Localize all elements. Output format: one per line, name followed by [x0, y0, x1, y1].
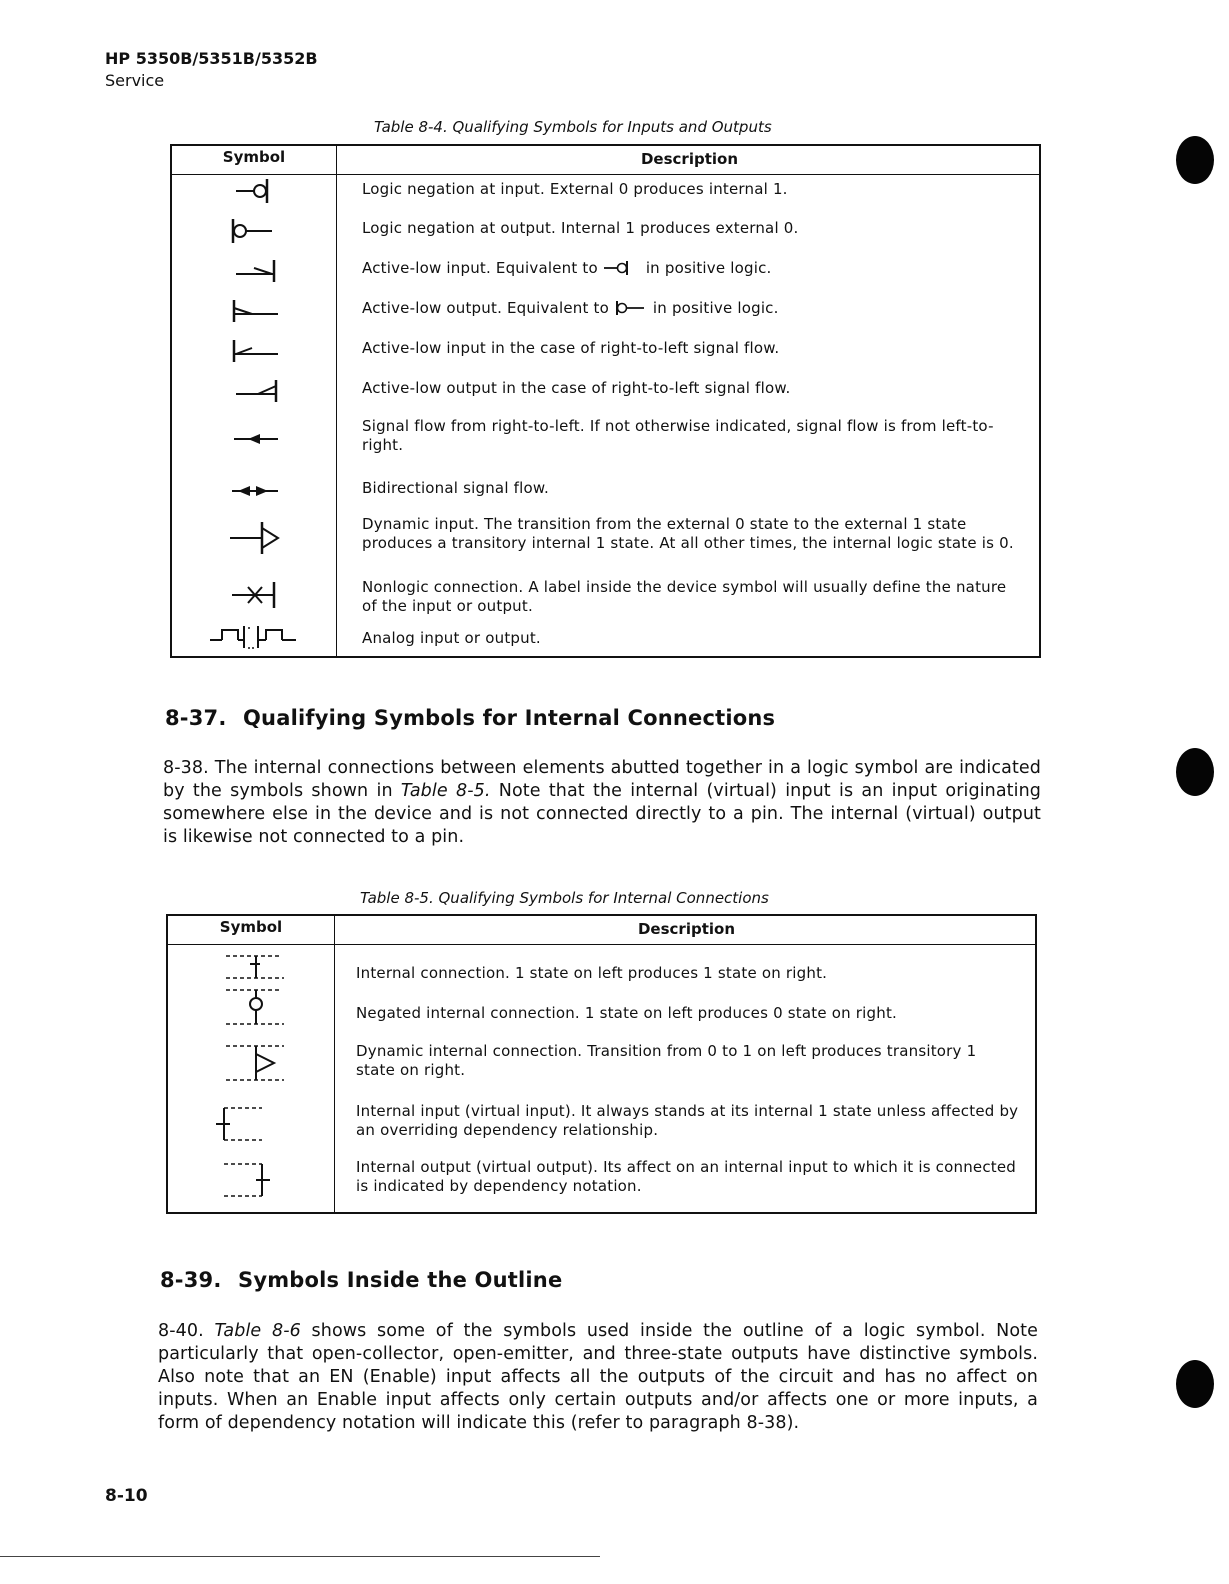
section-title: Symbols Inside the Outline: [238, 1268, 563, 1292]
table-row: [168, 1036, 1035, 1098]
section-number: 8-37.: [165, 706, 227, 730]
table-row: [172, 294, 1039, 334]
paragraph-number: 8-38.: [163, 758, 209, 778]
section-heading: [165, 706, 775, 730]
row-description: Analog input or output.: [362, 629, 541, 647]
row-description: Internal input (virtual input). It always stands at its internal 1 state unless affected by an overriding dependency relationship.: [356, 1102, 1019, 1139]
analog-io-icon: [208, 622, 308, 650]
active-low-output-rtl-icon: [234, 378, 294, 404]
active-low-input-icon: [234, 258, 294, 284]
table-8-4-caption: Table 8-4. Qualifying Symbols for Inputs and Outputs: [374, 118, 772, 136]
table-row: [172, 474, 1039, 510]
table-row: [172, 510, 1039, 572]
table-row: [172, 214, 1039, 254]
right-to-left-flow-icon: [232, 426, 292, 452]
table-row: [172, 622, 1039, 656]
table-row: [172, 572, 1039, 622]
section-number: 8-39.: [160, 1268, 222, 1292]
binder-hole: [1176, 748, 1214, 796]
negated-input-icon: [603, 260, 641, 276]
row-description: Dynamic input. The transition from the external 0 state to the external 1 state produces a transitory internal 1 state. At all other times, the internal logic state is 0.: [362, 515, 1014, 552]
column-header-description: Description: [640, 150, 739, 168]
paragraph-text: Note that the internal (virtual) input is an input originating somewhere else in the device and is not connected directly to a pin. The internal (virtual) output is likewise not connected to a pin.: [163, 781, 1041, 847]
column-header-symbol: Symbol: [219, 918, 283, 936]
row-description-end: in positive logic.: [652, 299, 779, 317]
row-description: Dynamic internal connection. Transition from 0 to 1 on left produces transitory 1 state on right.: [356, 1042, 977, 1079]
nonlogic-connection-icon: [230, 580, 290, 610]
negated-input-icon: [234, 178, 294, 204]
row-description-start: Active-low input. Equivalent to: [362, 259, 598, 277]
table-row: [172, 176, 1039, 214]
paragraph-8-40: [158, 1320, 1038, 1435]
table-row: [168, 946, 1035, 984]
table-row: [172, 334, 1039, 374]
document-header: [105, 48, 318, 92]
page-number: 8-10: [105, 1486, 148, 1506]
column-header-description: Description: [637, 920, 736, 938]
row-description: Nonlogic connection. A label inside the device symbol will usually define the nature of the input or output.: [362, 578, 1007, 615]
row-description: [362, 259, 1022, 278]
internal-connection-icon: [222, 950, 292, 984]
row-description: Active-low output in the case of right-to-left signal flow.: [362, 379, 791, 397]
table-8-5-caption: Table 8-5. Qualifying Symbols for Internal Connections: [360, 889, 769, 907]
row-description: Signal flow from right-to-left. If not otherwise indicated, signal flow is from left-to-right.: [362, 417, 994, 454]
row-description: Internal output (virtual output). Its affect on an internal input to which it is connected is indicated by dependency notation.: [356, 1158, 1017, 1195]
section-title: Qualifying Symbols for Internal Connections: [243, 706, 776, 730]
document-subtitle: Service: [105, 71, 165, 90]
row-description-start: Active-low output. Equivalent to: [362, 299, 609, 317]
row-description: Logic negation at output. Internal 1 produces external 0.: [362, 219, 799, 237]
negated-internal-connection-icon: [222, 986, 292, 1028]
table-8-4: [170, 144, 1041, 658]
internal-input-icon: [202, 1104, 272, 1144]
binder-hole: [1176, 136, 1214, 184]
row-description: Logic negation at input. External 0 produces internal 1.: [362, 180, 788, 198]
paragraph-text: The internal connections between elements abutted together in a logic symbol are indicated by the symbols shown in: [163, 758, 1041, 801]
row-description: Bidirectional signal flow.: [362, 479, 549, 497]
bottom-rule: [0, 1556, 600, 1557]
paragraph-number: 8-40.: [158, 1321, 204, 1341]
internal-output-icon: [220, 1160, 290, 1200]
row-description-end: in positive logic.: [645, 259, 772, 277]
negated-output-icon: [614, 300, 648, 316]
document-title: HP 5350B/5351B/5352B: [105, 49, 318, 68]
bidirectional-flow-icon: [230, 478, 290, 504]
table-row: [168, 1098, 1035, 1154]
section-heading: [160, 1268, 562, 1292]
table-row: [172, 414, 1039, 474]
table-row: [168, 1154, 1035, 1212]
paragraph-text: shows some of the symbols used inside the outline of a logic symbol. Note particularly that open-collector, open-emitter, and three-state outputs have distinctive symbols. Also note that an EN (Enable) input affects all the outputs of the circuit and has no affect on inputs. When an Enable input affects only certain outputs and/or affects one or more inputs, a form of dependency notation will indicate this (refer to paragraph 8-38).: [158, 1321, 1039, 1433]
table-row: [172, 254, 1039, 294]
row-description: Negated internal connection. 1 state on left produces 0 state on right.: [356, 1004, 898, 1022]
dynamic-input-icon: [228, 520, 288, 556]
paragraph-8-38: [163, 757, 1041, 849]
binder-hole: [1176, 1360, 1214, 1408]
table-row: [172, 374, 1039, 414]
negated-output-icon: [232, 218, 292, 244]
active-low-input-rtl-icon: [232, 338, 292, 364]
row-description: Active-low input in the case of right-to-left signal flow.: [362, 339, 780, 357]
table-reference-link: Table 8-6: [214, 1321, 301, 1341]
table-row: [168, 984, 1035, 1036]
row-description: [362, 299, 1022, 318]
dynamic-internal-connection-icon: [222, 1042, 292, 1084]
table-reference-link: Table 8-5.: [400, 781, 491, 801]
table-8-5: [166, 914, 1037, 1214]
column-header-symbol: Symbol: [222, 148, 286, 166]
active-low-output-icon: [232, 298, 292, 324]
row-description: Internal connection. 1 state on left produces 1 state on right.: [356, 964, 828, 982]
